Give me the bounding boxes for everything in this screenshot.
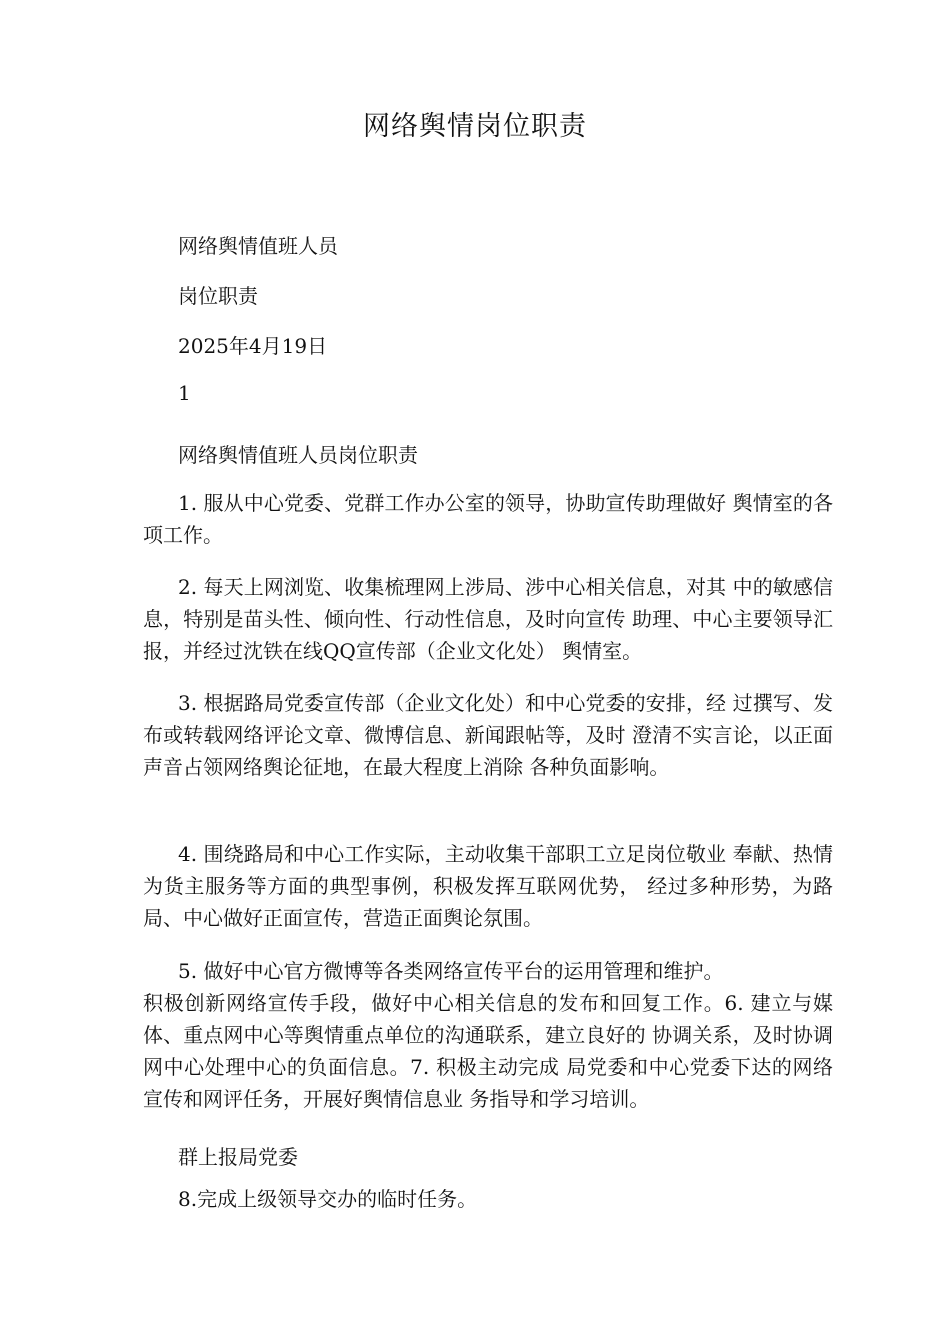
duty-item-4: 4. 围绕路局和中心工作实际，主动收集干部职工立足岗位敬业 奉献、热情为货主服务等方面的典型事例，积极发挥互联网优势， 经过多种形势，为路局、中心做好正面宣传，营造正面舆论氛围。 bbox=[143, 842, 833, 930]
header-line-date: 2025年4月19日 bbox=[178, 334, 328, 358]
duty-item-8: 8.完成上级领导交办的临时任务。 bbox=[178, 1187, 478, 1211]
duty-items-5-to-7-continued: 积极创新网络宣传手段，做好中心相关信息的发布和回复工作。6. 建立与媒体、重点网中心等舆情重点单位的沟通联系，建立良好的 协调关系，及时协调网中心处理中心的负面信息。7. 积极主动完成 局党委和中心党委下达的网络宣传和网评任务，开展好舆情信息业 务指导和学习培训。 bbox=[143, 991, 833, 1111]
section-heading: 网络舆情值班人员岗位职责 bbox=[178, 443, 418, 467]
header-line-duty-staff: 网络舆情值班人员 bbox=[178, 234, 338, 258]
duty-item-5: 5. 做好中心官方微博等各类网络宣传平台的运用管理和维护。 bbox=[178, 959, 724, 983]
document-title: 网络舆情岗位职责 bbox=[363, 111, 587, 142]
duty-item-1: 1. 服从中心党委、党群工作办公室的领导，协助宣传助理做好 舆情室的各项工作。 bbox=[143, 491, 833, 547]
duty-item-2: 2. 每天上网浏览、收集梳理网上涉局、涉中心相关信息，对其 中的敏感信息，特别是苗头性、倾向性、行动性信息，及时向宣传 助理、中心主要领导汇报，并经过沈铁在线QQ宣传部（企业文化处） 舆情室。 bbox=[143, 575, 833, 663]
header-line-job-duties: 岗位职责 bbox=[178, 284, 258, 308]
header-line-page-number: 1 bbox=[178, 381, 191, 405]
duty-item-3: 3. 根据路局党委宣传部（企业文化处）和中心党委的安排，经 过撰写、发布或转载网络评论文章、微博信息、新闻跟帖等，及时 澄清不实言论，以正面声音占领网络舆论征地，在最大程度上消除 各种负面影响。 bbox=[143, 691, 833, 779]
report-note: 群上报局党委 bbox=[178, 1145, 298, 1169]
